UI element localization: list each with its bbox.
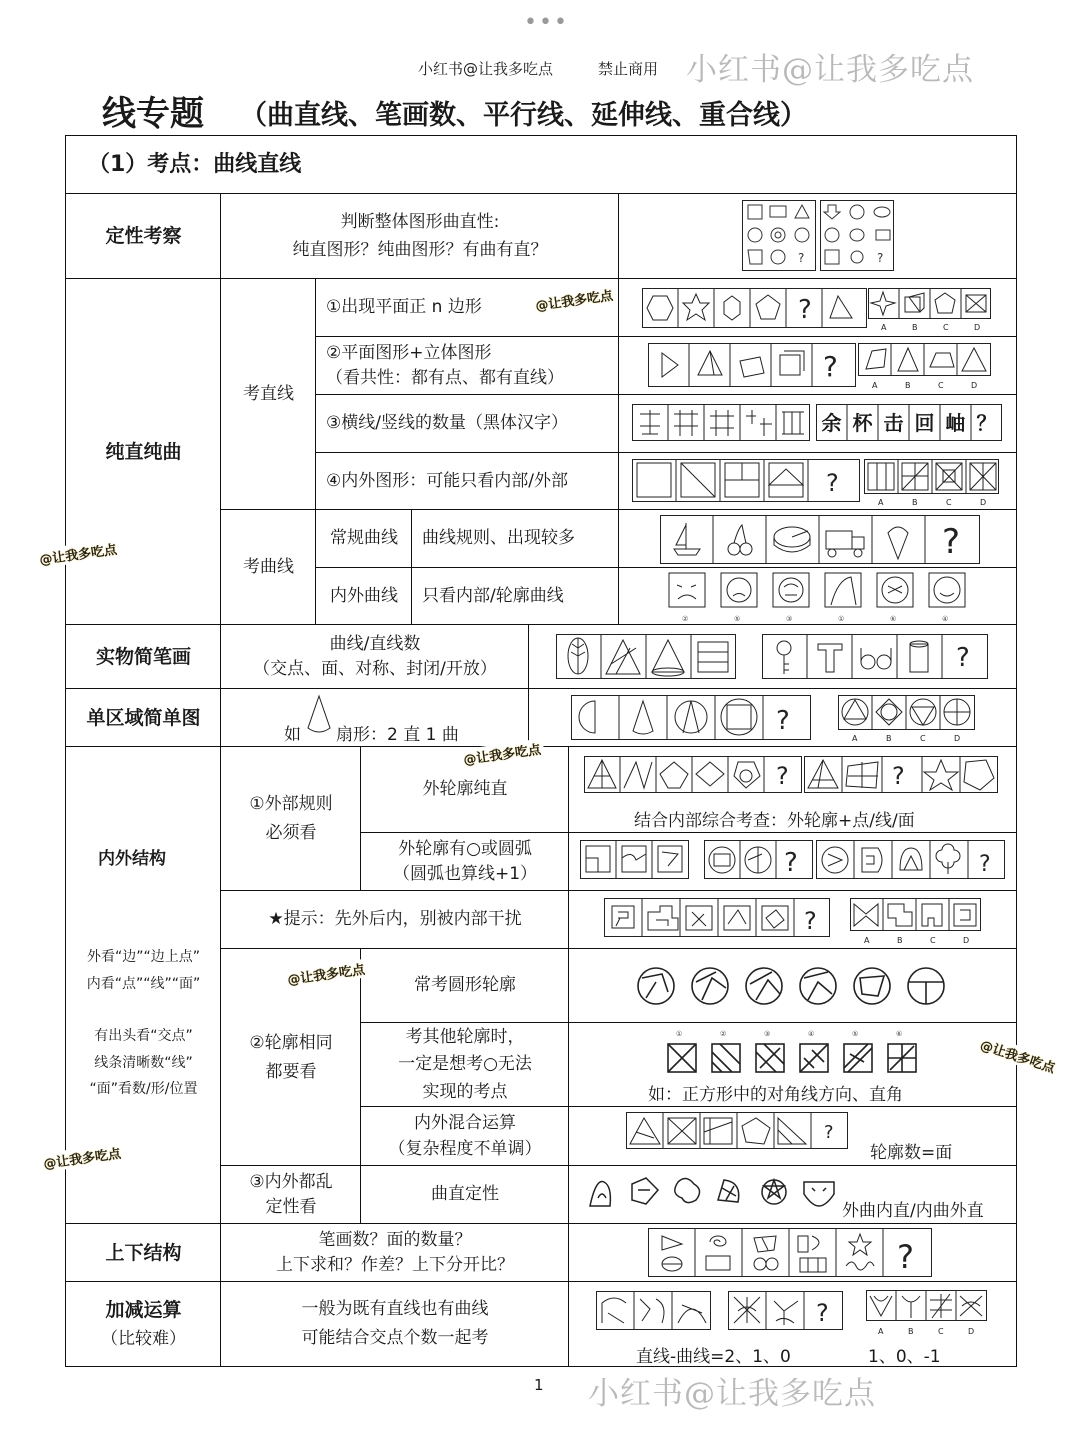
char-row-labels: 余 杯 击 回 岫 ？ bbox=[821, 411, 997, 435]
svg-text:B: B bbox=[908, 1327, 914, 1336]
single-region-sequence bbox=[571, 695, 811, 741]
svg-text:①: ① bbox=[676, 1030, 683, 1038]
diag-note: 如：正方形中的对角线方向、直角 bbox=[648, 1085, 903, 1105]
updown-sequence bbox=[648, 1228, 932, 1278]
grid-figure-3x3 bbox=[742, 200, 894, 272]
straight-item-4: ④内外图形：可能只看内部/外部 bbox=[315, 452, 620, 512]
svg-text:?: ? bbox=[877, 251, 884, 265]
svg-text:D: D bbox=[963, 936, 970, 945]
straight-item-1: ①出现平面正 n 边形 bbox=[315, 278, 620, 338]
options-abcd-single bbox=[838, 695, 978, 745]
svg-text:B: B bbox=[886, 734, 892, 743]
sticker-6: @让我多吃点 bbox=[39, 1142, 125, 1173]
svg-text:?: ? bbox=[942, 522, 961, 562]
row-label-pure: 纯直纯曲 bbox=[65, 278, 222, 626]
row-label-updown: 上下结构 bbox=[65, 1223, 222, 1283]
svg-text:?: ? bbox=[804, 907, 817, 935]
outer-straight: 外轮廓纯直 bbox=[360, 746, 570, 834]
svg-text:A: A bbox=[878, 1327, 884, 1336]
svg-text:C: C bbox=[938, 381, 944, 390]
options-abcd-4 bbox=[864, 459, 1000, 507]
straight-item-3: ③横线/竖线的数量（黑体汉字） bbox=[315, 394, 620, 454]
svg-text:?: ? bbox=[823, 350, 838, 383]
circle-outline-sequence bbox=[632, 964, 952, 1008]
sketch-figures-a bbox=[556, 634, 736, 680]
label-straight: 考直线 bbox=[220, 278, 317, 511]
sector-icon bbox=[304, 694, 334, 738]
watermark-bottom: 小红书@让我多吃点 bbox=[588, 1376, 876, 1412]
inout-side-notes: 外看“边”“边上点” 内看“点”“线”“面” 有出头看“交点” 线条清晰数“线” “面”看数/形/位置 bbox=[86, 949, 201, 1098]
other-outline: 考其他轮廓时， 一定是想考○无法 实现的考点 bbox=[360, 1022, 570, 1108]
addsub-seq-b bbox=[728, 1291, 844, 1331]
single-prefix: 如 bbox=[284, 725, 301, 745]
hanzi-lines-sequence bbox=[632, 404, 810, 442]
svg-text:?: ? bbox=[824, 1122, 834, 1143]
addsub-desc: 一般为既有直线也有曲线 可能结合交点个数一起考 bbox=[220, 1281, 570, 1367]
face-figures-sequence bbox=[666, 571, 976, 623]
outer-curve-seq-b bbox=[704, 840, 814, 880]
watermark-top: 小红书@让我多吃点 bbox=[686, 52, 974, 88]
svg-text:③: ③ bbox=[764, 1030, 771, 1038]
sticker-2: @让我多吃点 bbox=[35, 538, 121, 569]
circle-outline: 常考圆形轮廓 bbox=[360, 948, 570, 1024]
curve-regular-desc: 曲线规则、出现较多 bbox=[411, 509, 620, 569]
outer-curve-seq-a bbox=[580, 840, 690, 880]
sketch-desc: 曲线/直线数 （交点、面、对称、封闭/开放） bbox=[220, 624, 530, 690]
row-label-single: 单区域简单图 bbox=[65, 688, 222, 748]
curve-objects-sequence bbox=[660, 515, 980, 565]
svg-text:①: ① bbox=[838, 615, 845, 623]
label-curve: 考曲线 bbox=[220, 509, 317, 626]
curve-inner: 内外曲线 bbox=[315, 567, 413, 626]
svg-text:D: D bbox=[968, 1327, 975, 1336]
svg-text:⑥: ⑥ bbox=[896, 1030, 903, 1038]
source-label: 小红书@让我多吃点 bbox=[418, 60, 554, 78]
svg-text:?: ? bbox=[798, 251, 805, 265]
mixed-op: 内外混合运算 （复杂程度不单调） bbox=[360, 1106, 570, 1167]
svg-text:D: D bbox=[974, 323, 981, 332]
page-title: 线专题 bbox=[102, 94, 204, 134]
svg-text:?: ? bbox=[776, 762, 789, 790]
addsub-answer-2: 1、0、-1 bbox=[868, 1347, 941, 1367]
outer-straight-seq-b bbox=[804, 756, 998, 794]
sticker-5: @让我多吃点 bbox=[975, 1033, 1061, 1077]
tip-cell: ★提示：先外后内，别被内部干扰 bbox=[220, 890, 570, 950]
rule1-cell: ①外部规则 必须看 bbox=[220, 746, 362, 892]
polygon-sequence bbox=[642, 288, 867, 328]
svg-text:C: C bbox=[938, 1327, 944, 1336]
rule2-cell: ②轮廓相同 都要看 bbox=[220, 948, 362, 1167]
updown-desc: 笔画数？面的数量？ 上下求和？作差？上下分开比？ bbox=[220, 1223, 570, 1283]
options-abcd-1 bbox=[868, 288, 992, 332]
tip-sequence bbox=[604, 898, 830, 938]
options-abcd-addsub bbox=[866, 1290, 990, 1338]
sticker-3: @让我多吃点 bbox=[459, 738, 545, 769]
svg-text:B: B bbox=[912, 323, 918, 332]
row-label-qualitative: 定性考察 bbox=[65, 193, 222, 280]
rule3-cell: ③内外都乱 定性看 bbox=[220, 1165, 362, 1225]
row-label-sketch: 实物简笔画 bbox=[65, 624, 222, 690]
page-number: 1 bbox=[534, 1376, 544, 1394]
chaos-sequence bbox=[586, 1172, 840, 1212]
svg-text:A: A bbox=[864, 936, 870, 945]
section-header: （1）考点：曲线直线 bbox=[65, 135, 1017, 195]
addsub-seq-a bbox=[596, 1291, 712, 1331]
square-diagonal-sequence bbox=[664, 1028, 920, 1076]
svg-text:D: D bbox=[954, 734, 961, 743]
options-abcd-tip bbox=[850, 898, 984, 946]
sketch-figures-b bbox=[762, 634, 988, 680]
no-commercial-label: 禁止商用 bbox=[598, 60, 659, 78]
svg-text:?: ? bbox=[784, 848, 798, 878]
outer-curve-seq-c bbox=[816, 840, 1006, 880]
svg-text:⑤: ⑤ bbox=[852, 1030, 859, 1038]
options-abcd-2 bbox=[858, 343, 992, 391]
svg-text:?: ? bbox=[816, 1299, 829, 1327]
svg-text:④: ④ bbox=[808, 1030, 815, 1038]
row-label-addsub: 加减运算 （比较难） bbox=[65, 1281, 222, 1367]
more-dots-icon[interactable]: ••• bbox=[524, 10, 569, 35]
page-subtitle: （曲直线、笔画数、平行线、延伸线、重合线） bbox=[240, 100, 807, 131]
svg-text:?: ? bbox=[798, 295, 812, 325]
svg-text:③: ③ bbox=[786, 615, 793, 623]
svg-text:②: ② bbox=[682, 615, 689, 623]
outer-straight-seq-a bbox=[584, 756, 802, 794]
svg-text:C: C bbox=[920, 734, 926, 743]
svg-text:④: ④ bbox=[942, 615, 949, 623]
svg-text:B: B bbox=[897, 936, 903, 945]
inner-outer-sequence bbox=[632, 459, 860, 503]
combine-note: 结合内部综合考查：外轮廓+点/线/面 bbox=[634, 811, 915, 831]
mixed-sequence bbox=[626, 1112, 848, 1150]
sticker-1: @让我多吃点 bbox=[531, 284, 617, 315]
svg-text:B: B bbox=[905, 381, 911, 390]
svg-text:A: A bbox=[852, 734, 858, 743]
svg-text:A: A bbox=[878, 498, 884, 507]
svg-text:C: C bbox=[930, 936, 936, 945]
addsub-answer-1: 直线-曲线=2、1、0 bbox=[636, 1347, 791, 1367]
single-desc: 扇形：2 直 1 曲 bbox=[336, 725, 459, 745]
outline-count-note: 轮廓数=面 bbox=[870, 1143, 953, 1163]
svg-text:⑤: ⑤ bbox=[734, 615, 741, 623]
curve-straight-qual: 曲直定性 bbox=[360, 1165, 570, 1225]
curve-inner-desc: 只看内部/轮廓曲线 bbox=[411, 567, 620, 626]
qualitative-desc: 判断整体图形曲直性: 纯直图形？纯曲图形？有曲有直？ bbox=[220, 193, 620, 280]
svg-text:?: ? bbox=[826, 469, 839, 497]
straight-item-2: ②平面图形+立体图形 （看共性：都有点、都有直线） bbox=[315, 336, 620, 396]
svg-text:A: A bbox=[881, 323, 887, 332]
solid-figures-sequence bbox=[648, 343, 856, 387]
svg-text:?: ? bbox=[979, 852, 991, 877]
curve-regular: 常规曲线 bbox=[315, 509, 413, 569]
svg-text:⑥: ⑥ bbox=[890, 615, 897, 623]
svg-text:?: ? bbox=[897, 1238, 914, 1276]
svg-text:B: B bbox=[912, 498, 918, 507]
row-label-inout: 内外结构 bbox=[98, 849, 166, 869]
sticker-4: @让我多吃点 bbox=[283, 958, 369, 989]
outer-in-note: 外曲内直/内曲外直 bbox=[842, 1201, 984, 1221]
svg-text:C: C bbox=[946, 498, 952, 507]
svg-text:?: ? bbox=[956, 643, 970, 673]
svg-text:D: D bbox=[980, 498, 987, 507]
outer-curve: 外轮廓有○或圆弧 （圆弧也算线+1） bbox=[360, 832, 570, 892]
svg-text:A: A bbox=[872, 381, 878, 390]
svg-text:?: ? bbox=[892, 762, 905, 790]
svg-text:②: ② bbox=[720, 1030, 727, 1038]
svg-text:C: C bbox=[943, 323, 949, 332]
svg-text:D: D bbox=[971, 381, 978, 390]
svg-text:?: ? bbox=[776, 706, 790, 736]
